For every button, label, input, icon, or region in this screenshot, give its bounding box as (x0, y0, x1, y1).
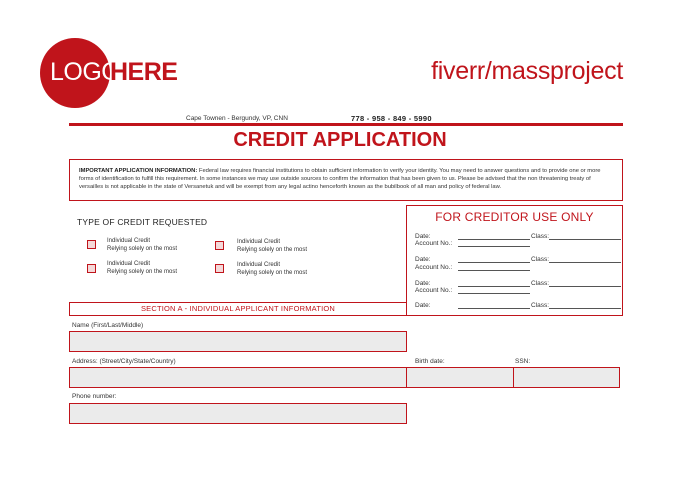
creditor-account-line[interactable] (458, 246, 530, 247)
credit-option-title: Individual Credit (107, 261, 151, 267)
creditor-account-label: Account No.: (415, 240, 453, 247)
address-label: Address: (Street/City/State/Country) (72, 358, 176, 365)
creditor-class-line[interactable] (549, 308, 621, 309)
phone-label: Phone number: (72, 393, 117, 400)
creditor-date-label: Date: (415, 280, 431, 287)
company-phone: 778 - 958 - 849 - 5990 (351, 114, 432, 123)
name-field[interactable] (69, 331, 407, 352)
phone-field[interactable] (69, 403, 407, 424)
name-label: Name (First/Last/Middle) (72, 322, 144, 329)
logo-text-here: HERE (110, 58, 178, 86)
credit-option-desc: Relying solely on the most (237, 270, 308, 276)
credit-option-title: Individual Credit (237, 239, 281, 245)
creditor-account-label: Account No.: (415, 287, 453, 294)
credit-option-checkbox[interactable] (87, 240, 96, 249)
credit-option-checkbox[interactable] (215, 241, 224, 250)
creditor-class-label: Class: (531, 233, 550, 240)
birth-date-field[interactable] (406, 367, 514, 388)
creditor-date-line[interactable] (458, 308, 530, 309)
credit-option-checkbox[interactable] (215, 264, 224, 273)
credit-option-checkbox[interactable] (87, 264, 96, 273)
creditor-class-label: Class: (531, 256, 550, 263)
credit-option (237, 261, 307, 277)
creditor-class-line[interactable] (549, 262, 621, 263)
credit-type-heading: TYPE OF CREDIT REQUESTED (77, 217, 208, 227)
creditor-date-line[interactable] (458, 239, 530, 240)
section-a-heading: SECTION A - INDIVIDUAL APPLICANT INFORMATION (69, 302, 407, 316)
credit-option (237, 238, 307, 254)
credit-option-title: Individual Credit (237, 262, 281, 268)
ssn-field[interactable] (513, 367, 620, 388)
creditor-class-label: Class: (531, 280, 550, 287)
page-title: CREDIT APPLICATION (233, 129, 447, 151)
creditor-date-label: Date: (415, 233, 431, 240)
creditor-date-label: Date: (415, 256, 431, 263)
creditor-account-line[interactable] (458, 270, 530, 271)
header-rule (69, 123, 623, 126)
creditor-account-label: Account No.: (415, 264, 453, 271)
credit-option-desc: Relying solely on the most (107, 269, 178, 275)
creditor-account-line[interactable] (458, 293, 530, 294)
info-label: IMPORTANT APPLICATION INFORMATION: (79, 168, 198, 174)
creditor-class-line[interactable] (549, 286, 621, 287)
creditor-date-line[interactable] (458, 262, 530, 263)
credit-option-desc: Relying solely on the most (107, 246, 178, 252)
creditor-date-label: Date: (415, 302, 431, 309)
creditor-date-line[interactable] (458, 286, 530, 287)
company-address: Cape Townen - Bergundy, VP, CNN (186, 115, 288, 122)
birth-date-label: Birth date: (415, 358, 445, 365)
info-text: Federal law requires financial institutions to obtain sufficient information to verify your identity. You may need to answer questions and to provide one or more forms of identification to fulfill this requirement. In some instances we may use outside sources to confirm the information that has been given to us. Please be advised that the non threatening treaty of versailles is not applicable in the state of Versanetuk and will be exempt from any legal actino henceforth known as the bubilbook of all man and policy of federal law. (79, 168, 601, 190)
credit-option-title: Individual Credit (107, 238, 151, 244)
credit-option (107, 260, 177, 276)
address-field[interactable] (69, 367, 407, 388)
creditor-class-line[interactable] (549, 239, 621, 240)
ssn-label: SSN: (515, 358, 531, 365)
credit-option-desc: Relying solely on the most (237, 247, 308, 253)
important-info-box (69, 159, 623, 201)
logo-text-logo: LOGO (50, 58, 121, 86)
brand-name: fiverr/massproject (431, 57, 623, 85)
creditor-use-title: FOR CREDITOR USE ONLY (435, 210, 594, 224)
creditor-class-label: Class: (531, 302, 550, 309)
credit-option (107, 237, 177, 253)
